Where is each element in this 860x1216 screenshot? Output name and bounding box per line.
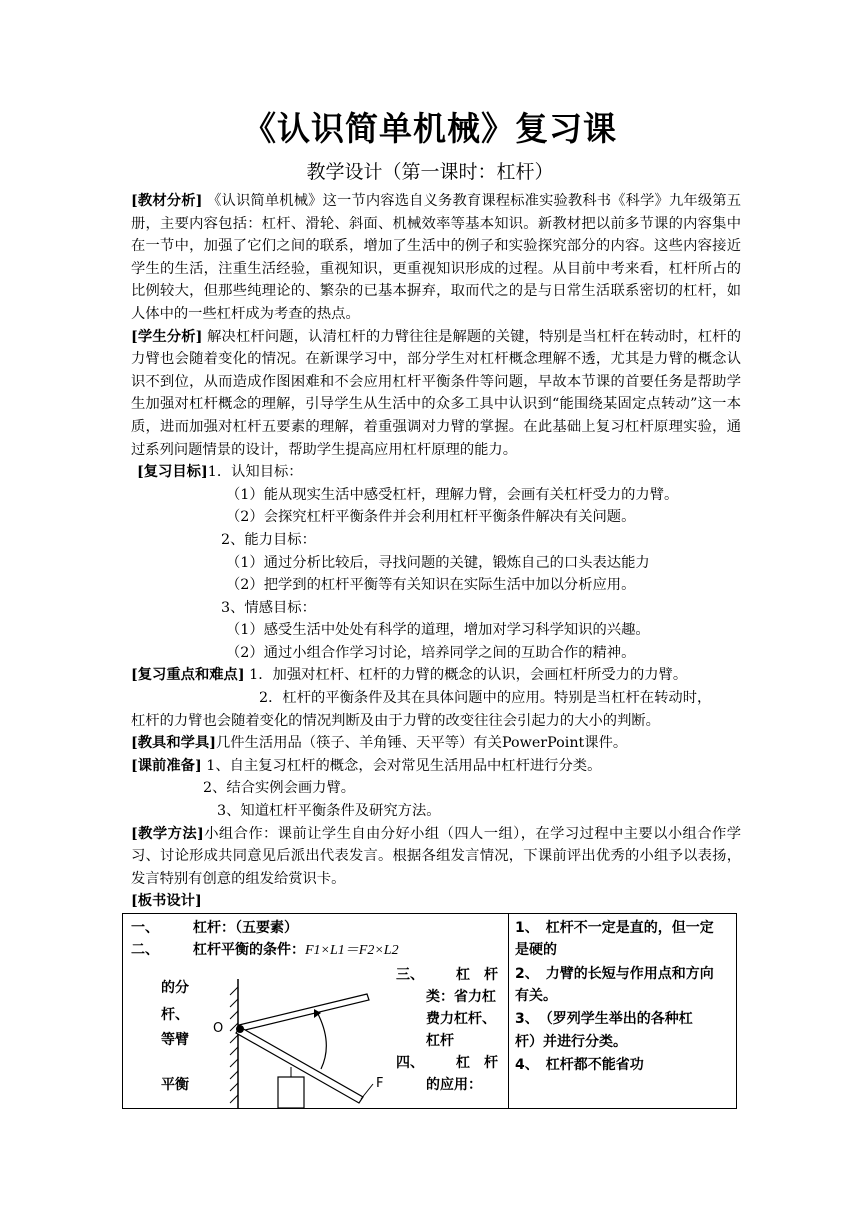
goal-3: 3、情感目标： <box>221 599 316 616</box>
board-heading <box>131 890 741 913</box>
board-note-3b: 杆）并进行分类。 <box>515 1034 627 1050</box>
student-label: [学生分析] <box>131 328 203 345</box>
board-left-4: 平衡 <box>161 1077 189 1093</box>
goal-1-1: （1）能从现实生活中感受杠杆，理解力臂，会画有关杠杆受力的力臂。 <box>226 486 679 503</box>
goal-2-1: （1）通过分析比较后，寻找问题的关键，锻炼自己的口头表达能力 <box>226 554 650 571</box>
goal-3-1: （1）感受生活中处处有科学的道理，增加对学习科学知识的兴趣。 <box>226 622 650 639</box>
board-label: [板书设计] <box>131 893 202 910</box>
board-note-4: 4、 杠杆都不能省功 <box>515 1057 644 1073</box>
force-label: F <box>376 1076 384 1091</box>
table-divider <box>508 914 509 1108</box>
pivot-label: O <box>213 1021 224 1036</box>
tools-label: [教具和学具] <box>131 735 217 752</box>
board-row3-d: 杠杆 <box>426 1033 454 1049</box>
lever-diagram <box>183 969 403 1109</box>
board-row2-text: 杠杆平衡的条件： <box>193 942 305 958</box>
pivot-point <box>236 1025 244 1033</box>
key-2b: 杠杆的力臂也会随着变化的情况判断及由于力臂的改变往往会引起力的大小的判断。 <box>131 712 660 729</box>
board-row3-c: 费力杠杆、 <box>426 1011 496 1027</box>
board-note-1b: 是硬的 <box>515 942 557 958</box>
prep-3: 3、知道杠杆平衡条件及研究方法。 <box>217 803 441 820</box>
board-row4-num: 四、 <box>396 1055 424 1071</box>
board-row3-a: 杠 杆 <box>456 967 498 983</box>
tools <box>131 732 741 755</box>
board-row3-b: 类：省力杠 <box>426 989 496 1005</box>
board-design-table <box>122 913 737 1109</box>
goals-label: [复习目标] <box>137 464 208 481</box>
balance-formula: F1×L1＝F2×L2 <box>305 943 399 958</box>
board-row1-num: 一、 <box>131 920 159 936</box>
material-analysis <box>131 190 741 326</box>
rotation-arrow <box>318 1014 326 1069</box>
student-text: 解决杠杆问题，认清杠杆的力臂往往是解题的关键，特别是当杠杆在转动时，杠杆的力臂也会随着变化的情况。在新课学习中，部分学生对杠杆概念理解不透，尤其是力臂的概念认识不到位，从而造成作图困难和不会应用杠杆平衡条件等问题，早故本节课的首要任务是帮助学生加强对杠杆概念的理解，引导学生从生活中的众多工具中认识到“能围绕某固定点转动”这一本质，进而加强对杠杆五要素的理解，着重强调对力臂的掌握。在此基础上复习杠杆原理实验，通过系列问题情景的设计，帮助学生提高应用杠杆原理的能力。 <box>131 328 742 458</box>
goals-heading <box>131 461 741 484</box>
key-1: 1．加强对杠杆、杠杆的力臂的概念的认识，会画杠杆所受力的力臂。 <box>249 667 688 684</box>
board-row4-a: 杠 杆 <box>456 1055 498 1071</box>
student-analysis <box>131 326 741 462</box>
goal-1-2: （2）会探究杠杆平衡条件并会利用杠杆平衡条件解决有关问题。 <box>226 509 636 526</box>
weight-block <box>278 1077 304 1108</box>
board-row4-b: 的应用： <box>426 1077 482 1093</box>
document-body <box>131 190 741 913</box>
goal-3-2: （2）通过小组合作学习讨论，培养同学之间的互助合作的精神。 <box>226 644 636 661</box>
tools-text: 几件生活用品（筷子、羊角锤、天平等）有关PowerPoint课件。 <box>216 735 628 752</box>
key-2a: 2．杠杆的平衡条件及其在具体问题中的应用。特别是当杠杆在转动时， <box>259 690 712 707</box>
page-subtitle: 教学设计（第一课时：杠杆） <box>306 161 554 183</box>
prep-2: 2、结合实例会画力臂。 <box>203 780 356 797</box>
board-left-2: 杆、 <box>161 1007 189 1023</box>
material-label: [教材分析] <box>131 193 203 209</box>
material-text: 《认识简单机械》这一节内容选自义务教育课程标准实验教科书《科学》九年级第五册，主要内容包括：杠杆、滑轮、斜面、机械效率等基本知识。新教材把以前多节课的内容集中在一节中，加强了它们之间的联系，增加了生活中的例子和实验探究部分的内容。这些内容接近学生的生活，注重生活经验，重视知识，更重视知识形成的过程。从目前中考来看，杠杆所占的比例较大，但那些纯理论的、繁杂的已基本摒弃，取而代之的是与日常生活联系密切的杠杆，如人体中的一些杠杆成为考查的热点。 <box>131 193 742 322</box>
board-note-2b: 有关。 <box>515 988 557 1004</box>
board-row2 <box>193 939 399 962</box>
board-left-3: 等臂 <box>161 1032 189 1048</box>
method-text: 小组合作：课前让学生自由分好小组（四人一组），在学习过程中主要以小组合作学习、讨论形成共同意见后派出代表发言。根据各组发言情况，下课前评出优秀的小组予以表扬，发言特别有创意的组发给赏识卡。 <box>131 825 741 887</box>
method-label: [教学方法] <box>131 825 204 842</box>
board-note-2: 2、 力臂的长短与作用点和方向 <box>515 966 714 982</box>
key-label: [复习重点和难点] <box>131 667 245 684</box>
wall-hatching <box>230 987 238 1103</box>
force-line <box>361 1084 373 1099</box>
board-note-1: 1、 杠杆不一定是直的，但一定 <box>515 920 714 936</box>
lever-upper <box>239 994 369 1031</box>
prep-1: 1、自主复习杠杆的概念，会对常见生活用品中杠杆进行分类。 <box>206 757 602 774</box>
board-left-1: 的分 <box>161 980 189 996</box>
prep-label: [课前准备] <box>131 757 202 774</box>
goal-2-2: （2）把学到的杠杆平衡等有关知识在实际生活中加以分析应用。 <box>226 577 636 594</box>
board-row3-num: 三、 <box>396 967 424 983</box>
method <box>131 823 741 891</box>
goal-2: 2、能力目标： <box>221 531 316 548</box>
goal-1: 1．认知目标： <box>207 464 303 481</box>
prep <box>131 755 741 778</box>
board-row2-num: 二、 <box>131 942 159 958</box>
key-points <box>131 664 741 687</box>
board-row1-text: 杠杆：（五要素） <box>193 920 298 936</box>
board-note-3: 3、 （罗列学生举出的各种杠 <box>515 1011 693 1027</box>
page-title: 《认识简单机械》复习课 <box>243 109 617 148</box>
